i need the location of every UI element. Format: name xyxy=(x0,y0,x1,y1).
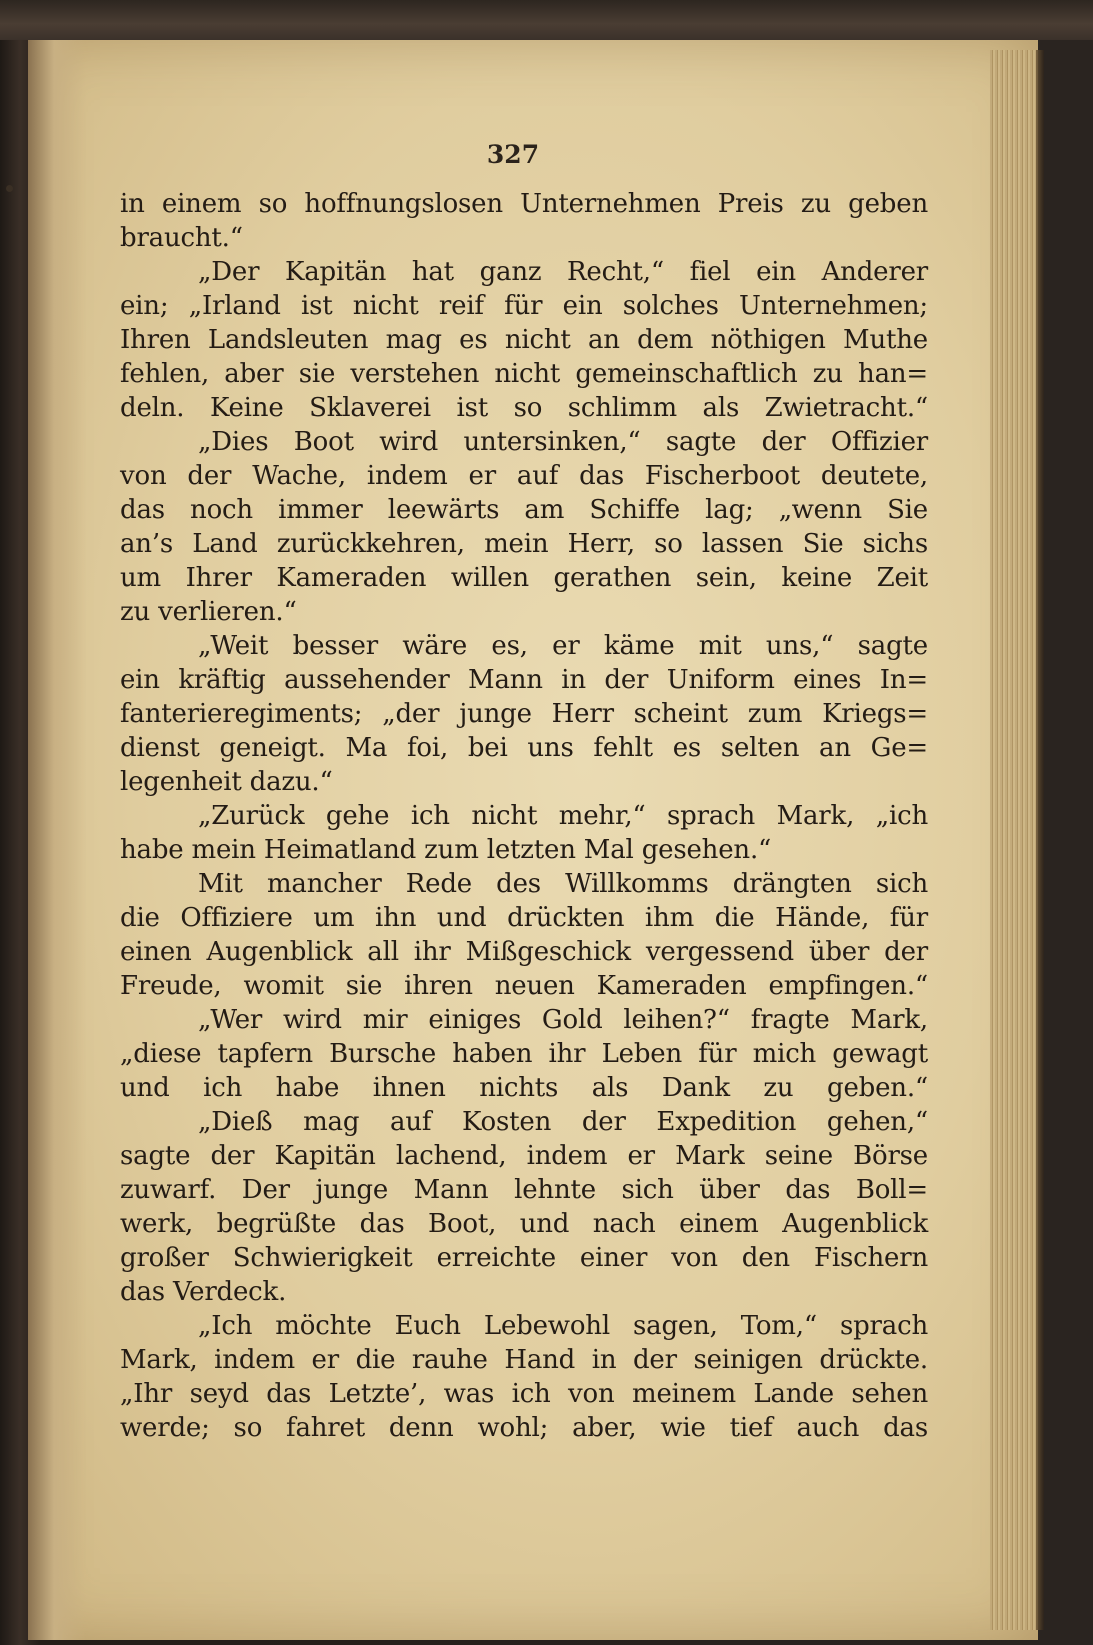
text-line: „Zurück gehe ich nicht mehr,“ sprach Mark, „ich xyxy=(198,801,928,831)
text-line: „Wer wird mir einiges Gold leihen?“ fragte Mark, xyxy=(198,1005,928,1035)
text-line: an’s Land zurückkehren, mein Herr, so lassen Sie sichs xyxy=(120,529,928,559)
text-line: fanterieregiments; „der junge Herr scheint zum Kriegs= xyxy=(120,699,928,729)
text-line: legenheit dazu.“ xyxy=(120,767,333,797)
text-line: großer Schwierigkeit erreichte einer von den Fischern xyxy=(120,1243,928,1273)
text-line: und ich habe ihnen nichts als Dank zu geben.“ xyxy=(120,1073,928,1103)
text-line: Freude, womit sie ihren neuen Kameraden empfingen.“ xyxy=(120,971,928,1001)
text-line: braucht.“ xyxy=(120,223,243,253)
ink-spot xyxy=(6,185,13,192)
text-line: das noch immer leewärts am Schiffe lag; „wenn Sie xyxy=(120,495,928,525)
text-line: dienst geneigt. Ma foi, bei uns fehlt es selten an Ge= xyxy=(120,733,928,763)
text-line: „Weit besser wäre es, er käme mit uns,“ sagte xyxy=(198,631,928,661)
text-line: um Ihrer Kameraden willen gerathen sein, keine Zeit xyxy=(120,563,928,593)
text-line: „Ich möchte Euch Lebewohl sagen, Tom,“ sprach xyxy=(198,1311,928,1341)
text-line: in einem so hoffnungslosen Unternehmen Preis zu geben xyxy=(120,189,928,219)
text-line: Mit mancher Rede des Willkomms drängten sich xyxy=(198,869,928,899)
text-line: Ihren Landsleuten mag es nicht an dem nöthigen Muthe xyxy=(120,325,928,355)
text-line: ein kräftig aussehender Mann in der Uniform eines In= xyxy=(120,665,928,695)
text-line: „Der Kapitän hat ganz Recht,“ fiel ein Anderer xyxy=(198,257,928,287)
page-gutter-shadow xyxy=(28,40,86,1640)
text-line: einen Augenblick all ihr Mißgeschick vergessend über der xyxy=(120,937,928,967)
book-top-edge xyxy=(0,0,1093,40)
text-line: fehlen, aber sie verstehen nicht gemeinschaftlich zu han= xyxy=(120,359,928,389)
text-line: Mark, indem er die rauhe Hand in der seinigen drückte. xyxy=(120,1345,928,1375)
text-line: ein; „Irland ist nicht reif für ein solches Unternehmen; xyxy=(120,291,928,321)
text-line: werk, begrüßte das Boot, und nach einem Augenblick xyxy=(120,1209,928,1239)
text-line: habe mein Heimatland zum letzten Mal gesehen.“ xyxy=(120,835,772,865)
text-line: zuwarf. Der junge Mann lehnte sich über das Boll= xyxy=(120,1175,928,1205)
text-line: von der Wache, indem er auf das Fischerboot deutete, xyxy=(120,461,928,491)
text-line: „Dies Boot wird untersinken,“ sagte der Offizier xyxy=(198,427,928,457)
text-line: sagte der Kapitän lachend, indem er Mark seine Börse xyxy=(120,1141,928,1171)
text-line: zu verlieren.“ xyxy=(120,597,297,627)
text-line: das Verdeck. xyxy=(120,1277,287,1307)
text-line: die Offiziere um ihn und drückten ihm die Hände, für xyxy=(120,903,928,933)
text-line: „diese tapfern Bursche haben ihr Leben für mich gewagt xyxy=(120,1039,928,1069)
text-line: „Ihr seyd das Letzte’, was ich von meinem Lande sehen xyxy=(120,1379,928,1409)
text-line: deln. Keine Sklaverei ist so schlimm als Zwietracht.“ xyxy=(120,393,928,423)
text-line: „Dieß mag auf Kosten der Expedition gehen,“ xyxy=(198,1107,928,1137)
body-text xyxy=(120,187,928,1445)
page-number: 327 xyxy=(486,140,540,169)
book-page xyxy=(28,40,1038,1640)
text-line: werde; so fahret denn wohl; aber, wie tief auch das xyxy=(120,1413,928,1443)
page-edges xyxy=(990,50,1038,1630)
